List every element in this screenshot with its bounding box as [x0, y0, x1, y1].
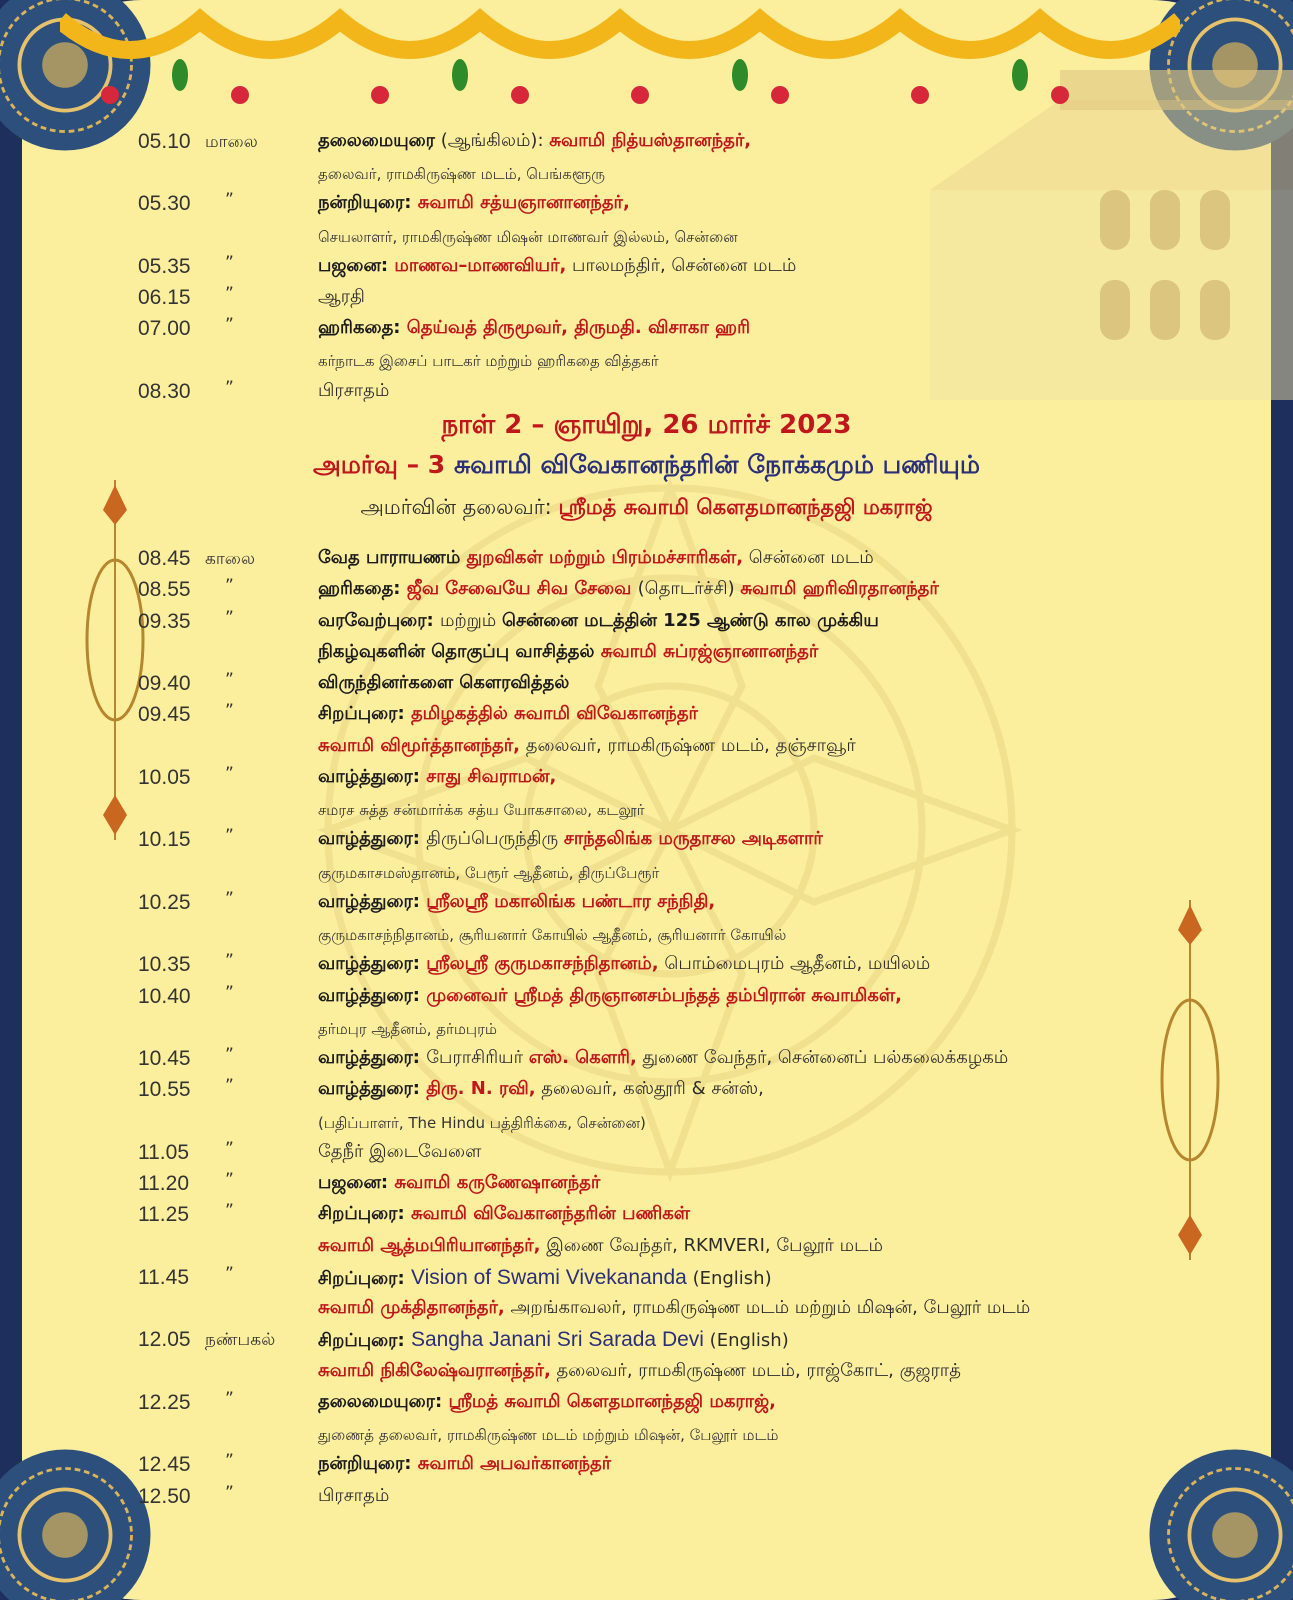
text-segment: துறவிகள் மற்றும் பிரம்மச்சாரிகள், — [466, 547, 744, 568]
chair-name: ஸ்ரீமத் சுவாமி கௌதமானந்தஜி மகராஜ் — [558, 495, 933, 519]
program-text — [318, 286, 365, 309]
text-segment: (ஆங்கிலம்): — [434, 130, 550, 151]
text-segment: வாழ்த்துரை: — [318, 1078, 427, 1100]
text-segment: வாழ்த்துரை: — [318, 890, 427, 912]
program-text — [318, 766, 556, 789]
program-subtext: தர்மபுர ஆதீனம், தர்மபுரம் — [318, 1019, 497, 1038]
program-text — [318, 610, 879, 633]
ditto-mark: ” — [225, 315, 234, 336]
program-text — [318, 1078, 764, 1101]
schedule-row — [0, 315, 1293, 346]
time-label: 11.45 — [138, 1265, 189, 1289]
ditto-mark: ” — [225, 377, 234, 398]
text-segment: வாழ்த்துரை: — [318, 765, 427, 787]
text-segment: திரு. N. ரவி, — [426, 1078, 536, 1100]
schedule-subrow — [0, 1420, 1293, 1451]
schedule-row — [0, 733, 1293, 764]
text-segment: வாழ்த்துரை: — [318, 984, 427, 1006]
ditto-mark: ” — [225, 1170, 234, 1190]
text-segment: (தொடர்ச்சி) — [637, 578, 741, 600]
text-segment: சாந்தலிங்க மருதாசல அடிகளார் — [563, 828, 823, 850]
time-period: நண்பகல் — [205, 1330, 276, 1351]
program-text — [318, 953, 930, 976]
program-text — [318, 1453, 611, 1476]
schedule-row — [0, 1389, 1293, 1420]
text-segment: பொம்மைபுரம் ஆதீனம், மயிலம் — [658, 953, 931, 975]
text-segment: பிரசாதம் — [318, 379, 390, 401]
text-segment: சுவாமி நித்யஸ்தானந்தர், — [549, 130, 752, 151]
text-segment: சுவாமி சுப்ரஜ்ஞானானந்தர் — [600, 640, 819, 662]
ditto-mark: ” — [225, 284, 234, 304]
schedule-row — [0, 545, 1293, 576]
text-segment: பிரசாதம் — [318, 1484, 390, 1506]
program-subtext: குருமகாசந்நிதானம், சூரியனார் கோயில் ஆதீனம், சூரியனார் கோயில் — [318, 926, 787, 944]
text-segment: ஹரிகதை: — [318, 578, 407, 600]
schedule-subrow — [0, 1014, 1293, 1045]
text-segment: தலைமையுரை: — [318, 1390, 449, 1412]
program-text — [318, 985, 902, 1008]
schedule-row — [0, 1358, 1293, 1389]
text-segment: சிறப்புரை: — [318, 703, 411, 725]
program-subtext: சமரச சுத்த சன்மார்க்க சத்ய யோகசாலை, கடலூர் — [318, 801, 645, 819]
text-segment: நன்றியுரை: — [318, 1453, 418, 1475]
text-segment: திருப்பெருந்திரு — [426, 828, 564, 850]
text-segment: சென்னை மடத்தின் 125 ஆண்டு கால முக்கிய — [501, 609, 879, 631]
time-label: 09.45 — [138, 703, 191, 727]
text-segment: அறங்காவலர், ராமகிருஷ்ண மடம் மற்றும் மிஷன், பேலூர் மடம் — [504, 1297, 1031, 1318]
text-segment: தலைவர், ராமகிருஷ்ண மடம், தஞ்சாவூர் — [520, 734, 856, 756]
time-label: 10.05 — [138, 765, 191, 789]
text-segment: வேத பாராயணம் — [318, 547, 467, 568]
text-segment: தேநீர் இடைவேளை — [318, 1140, 482, 1162]
text-segment: எஸ். கௌரி, — [528, 1047, 637, 1068]
program-text — [318, 891, 715, 914]
text-segment: ஸ்ரீலஸ்ரீ மகாலிங்க பண்டார சந்நிதி, — [426, 890, 716, 912]
schedule-row — [0, 128, 1293, 159]
text-segment: இணை வேந்தர், RKMVERI, பேலூர் மடம் — [540, 1234, 883, 1256]
program-text — [318, 672, 569, 695]
ditto-mark: ” — [225, 951, 234, 972]
schedule-row — [0, 951, 1293, 982]
text-segment: (English) — [703, 1330, 789, 1352]
text-segment: ஸ்ரீலஸ்ரீ குருமகாசந்நிதானம், — [426, 953, 659, 975]
text-segment: நன்றியுரை: — [318, 192, 418, 214]
text-segment: பஜனை: — [318, 254, 395, 276]
time-label: 08.55 — [138, 578, 191, 602]
schedule-row — [0, 1139, 1293, 1170]
time-label: 08.45 — [138, 547, 191, 570]
time-label: 12.05 — [138, 1328, 191, 1352]
program-text — [318, 547, 874, 570]
session-title: சுவாமி விவேகானந்தரின் நோக்கமும் பணியும் — [453, 450, 980, 479]
ditto-mark: ” — [225, 1138, 234, 1159]
ditto-mark: ” — [225, 607, 234, 628]
day-heading: நாள் 2 – ஞாயிறு, 26 மார்ச் 2023 — [441, 410, 852, 440]
text-segment: தலைவர், கஸ்தூரி & சன்ஸ், — [535, 1078, 764, 1100]
program-text — [318, 1485, 389, 1508]
time-label: 10.15 — [138, 828, 191, 852]
schedule-row — [0, 284, 1293, 315]
schedule-row — [0, 983, 1293, 1014]
text-segment: வாழ்த்துரை: — [318, 1047, 427, 1068]
time-label: 11.05 — [138, 1140, 189, 1164]
time-label: 12.45 — [138, 1453, 191, 1477]
time-label: 05.30 — [138, 192, 191, 216]
program-subtext: கர்நாடக இசைப் பாடகர் மற்றும் ஹரிகதை வித்தகர் — [318, 352, 659, 371]
text-segment: சுவாமி ஹரிவிரதானந்தர் — [740, 578, 939, 600]
text-segment: தமிழகத்தில் சுவாமி விவேகானந்தர் — [410, 703, 698, 725]
schedule-row — [0, 576, 1293, 607]
ditto-mark: ” — [225, 701, 234, 722]
text-segment: நிகழ்வுகளின் தொகுப்பு வாசித்தல் — [318, 640, 601, 662]
text-segment: ஆரதி — [318, 286, 365, 307]
schedule-row — [0, 1076, 1293, 1107]
text-segment: மாணவ–மாணவியர், — [394, 254, 567, 276]
text-segment: சுவாமி முக்திதானந்தர், — [318, 1297, 505, 1318]
text-segment: சிறப்புரை: — [318, 1203, 411, 1225]
text-segment: தலைமையுரை — [318, 130, 435, 151]
schedule-subrow — [0, 346, 1293, 377]
text-segment: சுவாமி நிகிலேஷ்வரானந்தர், — [318, 1359, 551, 1381]
schedule-row — [0, 889, 1293, 920]
time-label: 10.25 — [138, 890, 191, 914]
time-label: 09.35 — [138, 609, 191, 633]
schedule-row — [0, 701, 1293, 732]
program-text — [318, 1266, 772, 1291]
schedule-row — [0, 608, 1293, 639]
time-label: 05.10 — [138, 130, 191, 153]
program-text — [318, 703, 698, 726]
schedule-subrow — [0, 858, 1293, 889]
time-label: 08.30 — [138, 379, 191, 403]
text-segment: சிறப்புரை: — [318, 1330, 411, 1352]
program-subtext: (பதிப்பாளர், The Hindu பத்திரிக்கை, சென்னை) — [318, 1113, 646, 1132]
text-segment: முனைவர் ஸ்ரீமத் திருஞானசம்பந்தத் தம்பிரான் சுவாமிகள், — [426, 984, 902, 1006]
program-text — [318, 192, 630, 215]
schedule-row — [0, 378, 1293, 409]
program-text — [318, 1047, 1008, 1070]
program-text — [318, 1203, 690, 1226]
program-text — [318, 735, 856, 758]
time-label: 09.40 — [138, 672, 191, 695]
text-segment: சாது சிவராமன், — [426, 765, 557, 787]
schedule-row — [0, 1233, 1293, 1264]
schedule-subrow — [0, 795, 1293, 826]
program-text — [318, 130, 751, 153]
ditto-mark: ” — [225, 826, 234, 847]
time-label: 12.50 — [138, 1484, 191, 1508]
ditto-mark: ” — [225, 1263, 234, 1284]
program-text — [318, 317, 750, 340]
program-subtext: தலைவர், ராமகிருஷ்ண மடம், பெங்களூரு — [318, 165, 606, 184]
ditto-mark: ” — [225, 190, 234, 211]
schedule-subrow — [0, 159, 1293, 190]
time-label: 10.35 — [138, 953, 191, 977]
program-text — [318, 1235, 883, 1258]
program-subtext: செயலாளர், ராமகிருஷ்ண மிஷன் மாணவர் இல்லம், சென்னை — [318, 227, 738, 246]
text-segment: சுவாமி ஆத்மபிரியானந்தர், — [318, 1234, 541, 1256]
text-segment: சுவாமி விமூர்த்தானந்தர், — [318, 734, 520, 756]
ditto-mark: ” — [225, 670, 234, 690]
schedule-row — [0, 670, 1293, 701]
schedule-row — [0, 1295, 1293, 1326]
program-text — [318, 578, 939, 601]
text-segment: Vision of Swami Vivekananda — [410, 1265, 687, 1289]
text-segment: வாழ்த்துரை: — [318, 828, 427, 850]
ditto-mark: ” — [225, 1451, 234, 1472]
ditto-mark: ” — [225, 252, 234, 273]
schedule-subrow — [0, 1108, 1293, 1139]
schedule-subrow — [0, 920, 1293, 951]
text-segment: சென்னை மடம் — [743, 547, 874, 568]
time-label: 10.40 — [138, 984, 191, 1008]
text-segment: விருந்தினர்களை கௌரவித்தல் — [318, 672, 570, 693]
time-label: 05.35 — [138, 254, 191, 278]
text-segment: வாழ்த்துரை: — [318, 953, 427, 975]
text-segment: மற்றும் — [439, 609, 502, 631]
text-segment: பேராசிரியர் — [426, 1047, 529, 1068]
ditto-mark: ” — [225, 1482, 234, 1503]
program-text — [318, 380, 389, 403]
text-segment: ஹரிகதை: — [318, 317, 407, 339]
time-period: மாலை — [205, 132, 258, 152]
chair-label: அமர்வின் தலைவர்: — [360, 495, 552, 519]
schedule-row — [0, 764, 1293, 795]
program-subtext: துணைத் தலைவர், ராமகிருஷ்ண மடம் மற்றும் மிஷன், பேலூர் மடம் — [318, 1426, 779, 1444]
text-segment: (English) — [686, 1267, 772, 1289]
ditto-mark: ” — [225, 1201, 234, 1222]
program-text — [318, 828, 823, 851]
time-label: 11.25 — [138, 1203, 189, 1227]
program-subtext: குருமகாசமஸ்தானம், பேரூர் ஆதீனம், திருப்பேரூர் — [318, 863, 660, 882]
ditto-mark: ” — [225, 1045, 234, 1065]
time-period: காலை — [205, 549, 255, 569]
text-segment: ஸ்ரீமத் சுவாமி கௌதமானந்தஜி மகராஜ், — [448, 1390, 776, 1412]
text-segment: Sangha Janani Sri Sarada Devi — [410, 1328, 704, 1352]
time-label: 11.20 — [138, 1172, 189, 1195]
schedule-row — [0, 1326, 1293, 1357]
program-text — [318, 641, 818, 664]
ditto-mark: ” — [225, 982, 234, 1003]
program-text — [318, 1297, 1030, 1320]
schedule-subrow — [0, 222, 1293, 253]
time-label: 12.25 — [138, 1390, 191, 1414]
program-text — [318, 1141, 481, 1164]
ditto-mark: ” — [225, 576, 234, 597]
program-text — [318, 1360, 961, 1383]
time-label: 06.15 — [138, 286, 191, 309]
schedule-row — [0, 639, 1293, 670]
schedule-row — [0, 253, 1293, 284]
text-segment: சுவாமி கருணேஷானந்தர் — [394, 1172, 601, 1193]
text-segment: ஜீவ சேவையே சிவ சேவை — [406, 578, 638, 600]
program-text — [318, 255, 796, 278]
ditto-mark: ” — [225, 763, 234, 784]
time-label: 07.00 — [138, 317, 191, 341]
text-segment: சிறப்புரை: — [318, 1267, 411, 1289]
program-text — [318, 1328, 789, 1353]
program-text — [318, 1391, 776, 1414]
text-segment: வரவேற்புரை: — [318, 609, 440, 631]
schedule-row — [0, 1170, 1293, 1201]
schedule-row — [0, 1451, 1293, 1482]
ditto-mark: ” — [225, 1076, 234, 1097]
ditto-mark: ” — [225, 888, 234, 909]
text-segment: சுவாமி விவேகானந்தரின் பணிகள் — [410, 1203, 691, 1225]
text-segment: துணை வேந்தர், சென்னைப் பல்கலைக்கழகம் — [636, 1047, 1009, 1068]
time-label: 10.45 — [138, 1047, 191, 1070]
schedule-row — [0, 826, 1293, 857]
schedule-row — [0, 1045, 1293, 1076]
schedule-row — [0, 1264, 1293, 1295]
text-segment: பஜனை: — [318, 1172, 395, 1193]
text-segment: சுவாமி அபவர்கானந்தர் — [417, 1453, 612, 1475]
text-segment: தலைவர், ராமகிருஷ்ண மடம், ராஜ்கோட், குஜராத் — [550, 1359, 961, 1381]
schedule-row — [0, 1201, 1293, 1232]
schedule-row — [0, 190, 1293, 221]
ditto-mark: ” — [225, 1388, 234, 1409]
text-segment: பாலமந்திர், சென்னை மடம் — [566, 254, 797, 276]
text-segment: சுவாமி சத்யஞானானந்தர், — [417, 192, 630, 214]
text-segment: தெய்வத் திருமூவர், திருமதி. விசாகா ஹரி — [406, 317, 751, 339]
time-label: 10.55 — [138, 1078, 191, 1102]
program-text — [318, 1172, 600, 1195]
session-number: அமர்வு – 3 — [313, 450, 446, 479]
schedule-row — [0, 1483, 1293, 1514]
